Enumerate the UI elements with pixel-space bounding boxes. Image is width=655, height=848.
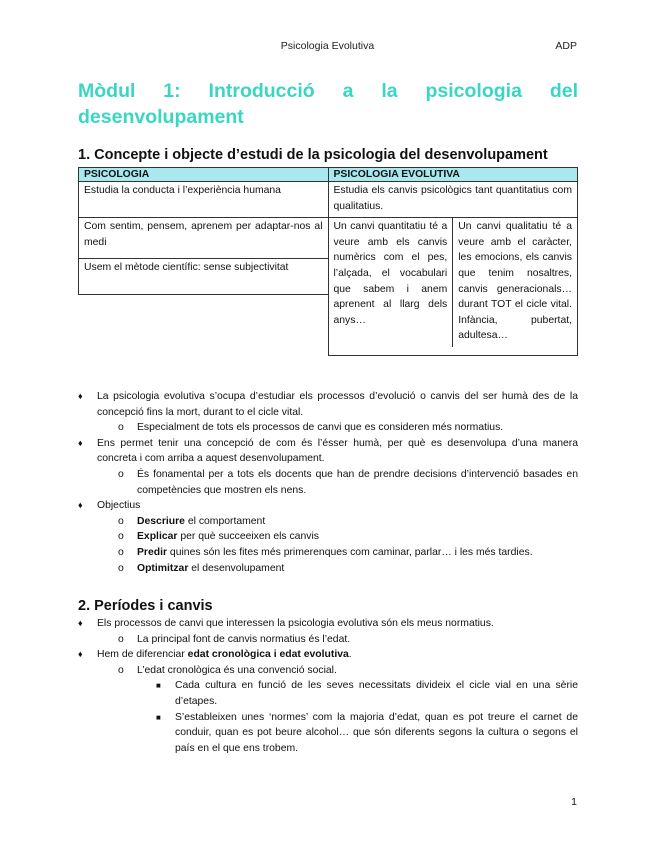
list-item: o Especialment de tots els processos de canvi que es consideren més normatius. (78, 420, 578, 436)
diamond-bullet-icon: ♦ (78, 391, 83, 401)
diamond-bullet-icon: ♦ (78, 500, 83, 511)
circle-bullet-icon: o (118, 468, 124, 480)
section-2-bullets (78, 616, 578, 756)
list-item: ♦ Els processos de canvi que interessen la psicologia evolutiva són els meus normatius. (78, 616, 578, 632)
header-right: ADP (555, 40, 577, 52)
list-item: o Explicar per què succeeixen els canvis (78, 529, 578, 545)
list-item: o La principal font de canvis normatius és l’edat. (78, 632, 578, 648)
section-1-bullets (78, 389, 578, 576)
table-header-psicologia-evolutiva: PSICOLOGIA EVOLUTIVA (328, 168, 578, 182)
circle-bullet-icon: o (118, 562, 124, 574)
page-number: 1 (571, 796, 577, 808)
circle-bullet-icon: o (118, 515, 124, 527)
comparison-table (78, 167, 578, 356)
list-item: ♦ Objectius (78, 498, 578, 514)
list-item: ■ S’estableixen unes ‘normes’ com la majoria d’edat, quan es pot treure el carnet de conduir, quan es pot beure alcohol… que són diferents segons la cultura o segons el país en el que ens trobem. (156, 711, 578, 754)
list-item: o És fonamental per a tots els docents que han de prendre decisions d’intervenció basades en competències que mostren els nens. (118, 468, 578, 496)
list-item: ♦ Ens permet tenir una concepció de com és l’ésser humà, per què es desenvolupa d’una manera concreta i com arriba a aquest desenvolupament. (78, 437, 578, 465)
list-item: ♦ Hem de diferenciar edat cronològica i edat evolutiva. (78, 647, 578, 663)
square-bullet-icon: ■ (156, 712, 161, 722)
table-cell-qualitative: Un canvi qualitatiu té a veure amb el caràcter, les emocions, els canvis que tenim nosaltres, canvis generacionals… durant TOT el cicle vital. Infància, pubertat, adultesa… (453, 218, 577, 347)
circle-bullet-icon: o (118, 422, 124, 434)
section-2-heading: 2. Períodes i canvis (78, 598, 213, 614)
table-spacer (79, 295, 329, 356)
circle-bullet-icon: o (118, 531, 124, 543)
square-bullet-icon: ■ (156, 681, 161, 691)
table-cell-quantitative: Un canvi quantitatiu té a veure amb els canvis numèrics com el pes, l’alçada, el vocabulari que sabem i anem aprenent al llarg dels anys… (333, 221, 448, 326)
table-cell: Estudia els canvis psicològics tant quantitatius com qualitatius. (328, 182, 578, 218)
section-1-heading: 1. Concepte i objecte d’estudi de la psicologia del desenvolupament (78, 147, 548, 163)
circle-bullet-icon: o (118, 664, 124, 676)
table-cell-split (328, 218, 578, 356)
diamond-bullet-icon: ♦ (78, 649, 83, 660)
list-item: o Predir quines són les fites més primerenques com caminar, parlar… i les més tardies. (78, 545, 578, 561)
table-cell: Com sentim, pensem, aprenem per adaptar-nos al medi (79, 218, 329, 259)
table-cell: Usem el mètode científic: sense subjectivitat (79, 259, 329, 295)
circle-bullet-icon: o (118, 546, 124, 558)
header-title: Psicologia Evolutiva (280, 40, 375, 52)
list-item: o Optimitzar el desenvolupament (78, 561, 578, 577)
list-item: o Descriure el comportament (78, 514, 578, 530)
list-item: ■ Cada cultura en funció de les seves necessitats divideix el cicle vial en una sèrie d’etapes. (156, 680, 578, 707)
page-title: Mòdul 1: Introducció a la psicologia del desenvolupament (78, 80, 578, 128)
circle-bullet-icon: o (118, 633, 124, 645)
diamond-bullet-icon: ♦ (78, 437, 83, 448)
list-item: ♦ La psicologia evolutiva s’ocupa d’estudiar els processos d’evolució o canvis del ser humà des de la concepció fins la mort, durant to el cicle vital. (78, 391, 578, 418)
diamond-bullet-icon: ♦ (78, 618, 83, 628)
list-item: o L’edat cronològica és una convenció social. (78, 663, 578, 679)
table-cell: Estudia la conducta i l’experiència humana (79, 182, 329, 218)
table-header-psicologia: PSICOLOGIA (79, 168, 329, 182)
